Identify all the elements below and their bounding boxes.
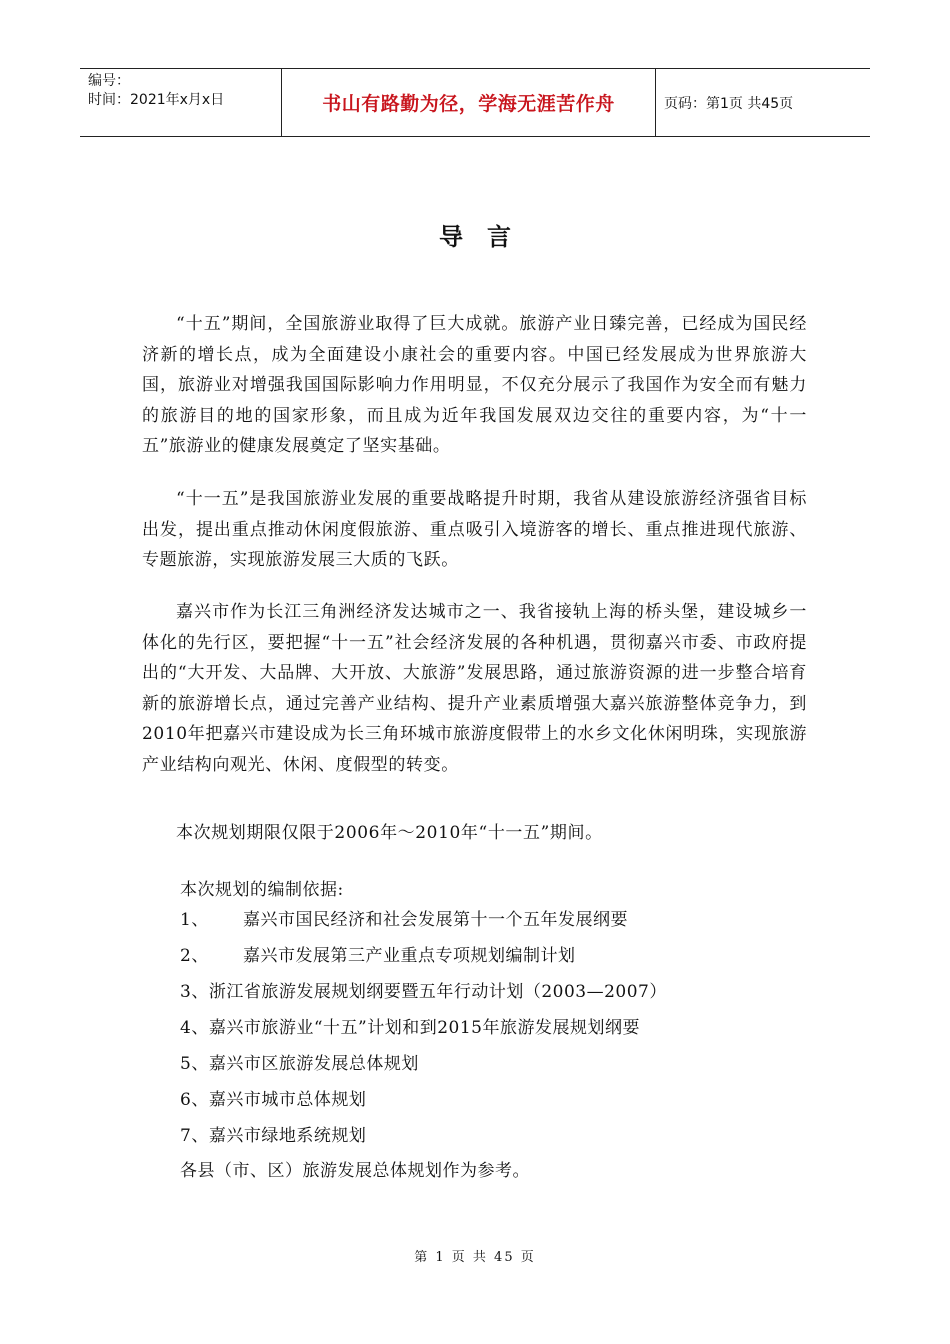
date-label: 时间：2021年x月x日	[88, 92, 225, 108]
number-label: 编号：	[88, 73, 130, 89]
header-page-info: 页码：第1页 共45页	[664, 95, 794, 112]
basis-item-2-text: 嘉兴市发展第三产业重点专项规划编制计划	[243, 946, 576, 966]
paragraph-2: “十一五”是我国旅游业发展的重要战略提升时期，我省从建设旅游经济强省目标出发，提出重点推动休闲度假旅游、重点吸引入境游客的增长、重点推进现代旅游、专题旅游，实现旅游发展三大质的飞跃。	[142, 489, 807, 570]
document-header	[80, 68, 870, 137]
basis-item-1	[180, 905, 628, 935]
basis-item-6: 6、嘉兴市城市总体规划	[180, 1090, 367, 1110]
page-title: 导言	[439, 223, 535, 251]
basis-heading: 本次规划的编制依据:	[180, 880, 344, 900]
paragraph-3: 嘉兴市作为长江三角洲经济发达城市之一、我省接轨上海的桥头堡，建设城乡一体化的先行区，要把握“十一五”社会经济发展的各种机遇，贯彻嘉兴市委、市政府提出的“大开发、大品牌、大开放、大旅游”发展思路，通过旅游资源的进一步整合培育新的旅游增长点，通过完善产业结构、提升产业素质增强大嘉兴旅游整体竞争力，到2010年把嘉兴市建设成为长三角环城市旅游度假带上的水乡文化休闲明珠，实现旅游产业结构向观光、休闲、度假型的转变。	[142, 602, 807, 775]
header-meta	[80, 69, 282, 136]
page-footer: 第 1 页 共 45 页	[414, 1250, 536, 1265]
basis-item-5: 5、嘉兴市区旅游发展总体规划	[180, 1054, 419, 1074]
basis-closing: 各县（市、区）旅游发展总体规划作为参考。	[180, 1161, 530, 1181]
header-motto: 书山有路勤为径，学海无涯苦作舟	[282, 69, 656, 136]
basis-item-1-num: 1、	[180, 910, 209, 930]
basis-item-2-num: 2、	[180, 946, 209, 966]
paragraph-4: 本次规划期限仅限于2006年～2010年“十一五”期间。	[176, 823, 603, 843]
basis-item-7: 7、嘉兴市绿地系统规划	[180, 1126, 367, 1146]
basis-item-3: 3、浙江省旅游发展规划纲要暨五年行动计划（2003—2007）	[180, 982, 667, 1002]
basis-item-4: 4、嘉兴市旅游业“十五”计划和到2015年旅游发展规划纲要	[180, 1018, 640, 1038]
basis-item-1-text: 嘉兴市国民经济和社会发展第十一个五年发展纲要	[243, 910, 628, 930]
basis-item-2	[180, 941, 576, 971]
paragraph-1: “十五”期间，全国旅游业取得了巨大成就。旅游产业日臻完善，已经成为国民经济新的增长点，成为全面建设小康社会的重要内容。中国已经发展成为世界旅游大国，旅游业对增强我国国际影响力作用明显，不仅充分展示了我国作为安全而有魅力的旅游目的地的国家形象，而且成为近年我国发展双边交往的重要内容，为“十一五”旅游业的健康发展奠定了坚实基础。	[142, 314, 807, 456]
